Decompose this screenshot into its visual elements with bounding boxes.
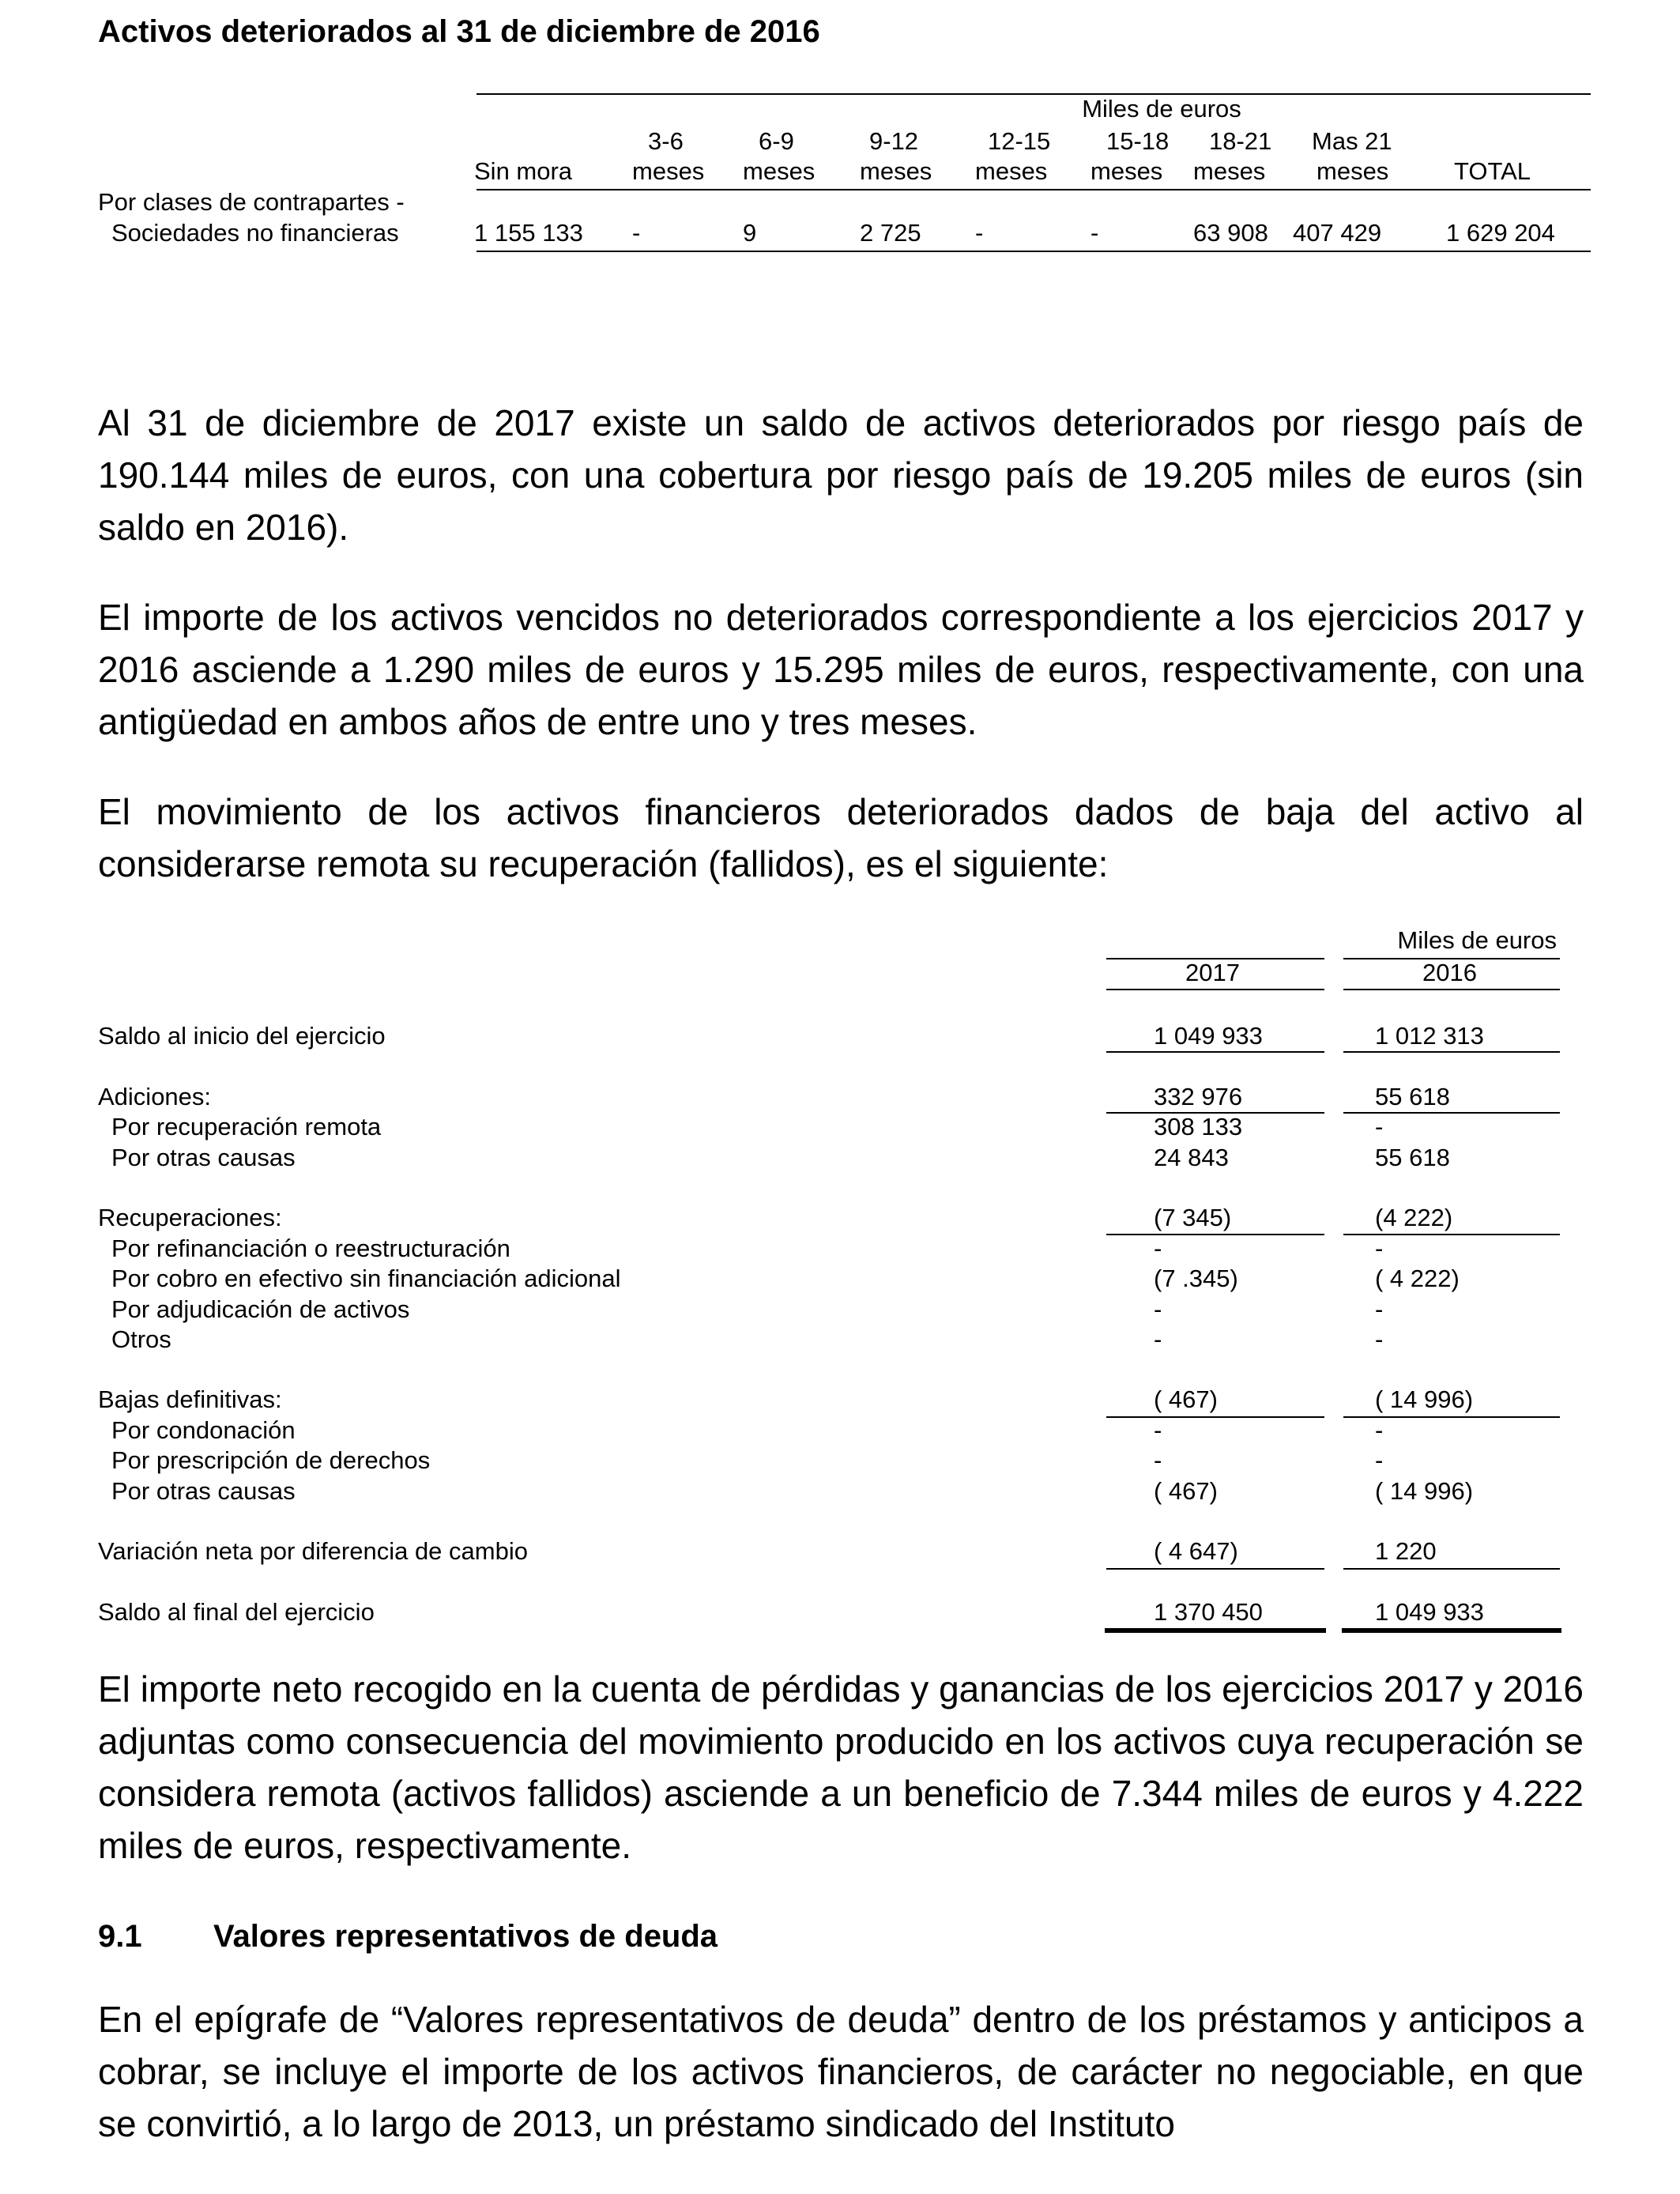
paragraph-riesgo-pais: Al 31 de diciembre de 2017 existe un saldo de activos deteriorados por riesgo país de 190.144 miles de euros, con una cobertura por riesgo país de 19.205 miles de euros (sin saldo en 2016).	[98, 402, 1584, 548]
cell-2017: -	[1154, 1416, 1162, 1444]
cell-2017: -	[1154, 1235, 1162, 1262]
col-header-line1: Mas 21	[1312, 127, 1392, 155]
row-label: Saldo al final del ejercicio	[98, 1598, 375, 1626]
col-header-line2: meses	[860, 157, 932, 185]
row-label: Recuperaciones:	[98, 1204, 282, 1231]
row-label: Por otras causas	[111, 1477, 296, 1505]
cell-2016: -	[1375, 1416, 1384, 1444]
table1-cell: -	[975, 219, 984, 247]
col-header-2016: 2016	[1422, 959, 1477, 986]
row-label: Otros	[111, 1325, 171, 1353]
col-header-line2: meses	[1193, 157, 1266, 185]
paragraph-valores-deuda: En el epígrafe de “Valores representativos de deuda” dentro de los préstamos y anticipos a cobrar, se incluye el importe de los activos financieros, de carácter no negociable, en que se convirtió, a lo largo de 2013, un préstamo sindicado del Instituto	[98, 1999, 1584, 2144]
cell-2016: 55 618	[1375, 1083, 1450, 1110]
col-header-line2: meses	[1090, 157, 1163, 185]
rule	[1343, 1051, 1560, 1053]
col-header-line1: 9-12	[869, 127, 919, 155]
cell-2016: 1 220	[1375, 1537, 1437, 1565]
col-header-line1: 12-15	[988, 127, 1051, 155]
table1-title: Activos deteriorados al 31 de diciembre de 2016	[98, 14, 820, 49]
table1-cell: -	[1090, 219, 1099, 247]
table2-col-rule-2017	[1106, 989, 1324, 990]
table1-bottom-rule	[477, 251, 1591, 252]
row-label: Variación neta por diferencia de cambio	[98, 1537, 528, 1565]
cell-2017: ( 467)	[1154, 1385, 1218, 1413]
row-label: Por otras causas	[111, 1144, 296, 1171]
col-header-total: TOTAL	[1454, 157, 1531, 185]
cell-2016: -	[1375, 1446, 1384, 1474]
total-rule-2017	[1105, 1628, 1326, 1633]
table1-cell: 1 155 133	[474, 219, 583, 247]
row-label: Por refinanciación o reestructuración	[111, 1235, 510, 1262]
rule	[1343, 1568, 1560, 1570]
row-label: Por condonación	[111, 1416, 296, 1444]
paragraph-movimiento-fallidos: El movimiento de los activos financieros deteriorados dados de baja del activo al considerarse remota su recuperación (fallidos), es el siguiente:	[98, 791, 1584, 884]
col-header-2017: 2017	[1185, 959, 1240, 986]
cell-2017: -	[1154, 1446, 1162, 1474]
row-label: Adiciones:	[98, 1083, 212, 1110]
table1-cell: 2 725	[860, 219, 921, 247]
table2-col-rule-2016	[1343, 989, 1560, 990]
col-header-line1: 3-6	[648, 127, 684, 155]
cell-2016: -	[1375, 1295, 1384, 1323]
cell-2017: (7 .345)	[1154, 1265, 1238, 1292]
cell-2016: (4 222)	[1375, 1204, 1453, 1231]
cell-2017: 308 133	[1154, 1113, 1243, 1140]
cell-2017: 24 843	[1154, 1144, 1229, 1171]
paragraph-activos-vencidos: El importe de los activos vencidos no deteriorados correspondiente a los ejercicios 2017 y 2016 asciende a 1.290 miles de euros y 15.295 miles de euros, respectivamente, con una antigüedad en ambos años de entre uno y tres meses.	[98, 597, 1584, 742]
cell-2016: ( 14 996)	[1375, 1477, 1474, 1505]
table2-unit-label: Miles de euros	[1397, 926, 1557, 954]
col-header-line1: 6-9	[759, 127, 794, 155]
rule	[1106, 1568, 1324, 1570]
table1-cell: -	[632, 219, 641, 247]
col-header-sin-mora: Sin mora	[474, 157, 573, 185]
section-title: Valores representativos de deuda	[213, 1919, 718, 1954]
cell-2016: -	[1375, 1325, 1384, 1353]
cell-2016: ( 4 222)	[1375, 1265, 1460, 1292]
rule	[1106, 1051, 1324, 1053]
paragraph-importe-neto: El importe neto recogido en la cuenta de pérdidas y ganancias de los ejercicios 2017 y 2016 adjuntas como consecuencia del movimiento producido en los activos cuya recuperación se considera remota (activos fallidos) asciende a un beneficio de 7.344 miles de euros y 4.222 miles de euros, respectivamente.	[98, 1668, 1584, 1866]
table1-cell: 9	[743, 219, 757, 247]
table1-cell: 63 908	[1193, 219, 1268, 247]
col-header-line2: meses	[975, 157, 1048, 185]
row-label: Bajas definitivas:	[98, 1385, 282, 1413]
cell-2016: 1 049 933	[1375, 1598, 1484, 1626]
col-header-line1: 15-18	[1106, 127, 1170, 155]
cell-2017: -	[1154, 1295, 1162, 1323]
cell-2016: 55 618	[1375, 1144, 1450, 1171]
section-number: 9.1	[98, 1919, 142, 1954]
row-label: Por prescripción de derechos	[111, 1446, 431, 1474]
cell-2016: ( 14 996)	[1375, 1385, 1474, 1413]
cell-2017: 1 370 450	[1154, 1598, 1263, 1626]
row-label: Por cobro en efectivo sin financiación adicional	[111, 1265, 621, 1292]
cell-2016: -	[1375, 1235, 1384, 1262]
table1-row-label: Sociedades no financieras	[111, 219, 399, 247]
table1-header-rule	[477, 189, 1591, 190]
table1-cell: 407 429	[1293, 219, 1382, 247]
cell-2016: 1 012 313	[1375, 1022, 1484, 1050]
table1-unit-label: Miles de euros	[1082, 95, 1241, 123]
col-header-line1: 18-21	[1209, 127, 1272, 155]
row-label: Saldo al inicio del ejercicio	[98, 1022, 386, 1050]
cell-2017: -	[1154, 1325, 1162, 1353]
cell-2017: ( 467)	[1154, 1477, 1218, 1505]
cell-2016: -	[1375, 1113, 1384, 1140]
col-header-line2: meses	[1317, 157, 1389, 185]
cell-2017: 1 049 933	[1154, 1022, 1263, 1050]
table1-cell-total: 1 629 204	[1446, 219, 1555, 247]
col-header-line2: meses	[743, 157, 816, 185]
total-rule-2016	[1342, 1628, 1561, 1633]
row-label: Por adjudicación de activos	[111, 1295, 410, 1323]
cell-2017: ( 4 647)	[1154, 1537, 1238, 1565]
cell-2017: 332 976	[1154, 1083, 1243, 1110]
cell-2017: (7 345)	[1154, 1204, 1232, 1231]
row-label: Por recuperación remota	[111, 1113, 382, 1140]
col-header-line2: meses	[632, 157, 705, 185]
table1-group-label: Por clases de contrapartes -	[98, 188, 405, 216]
